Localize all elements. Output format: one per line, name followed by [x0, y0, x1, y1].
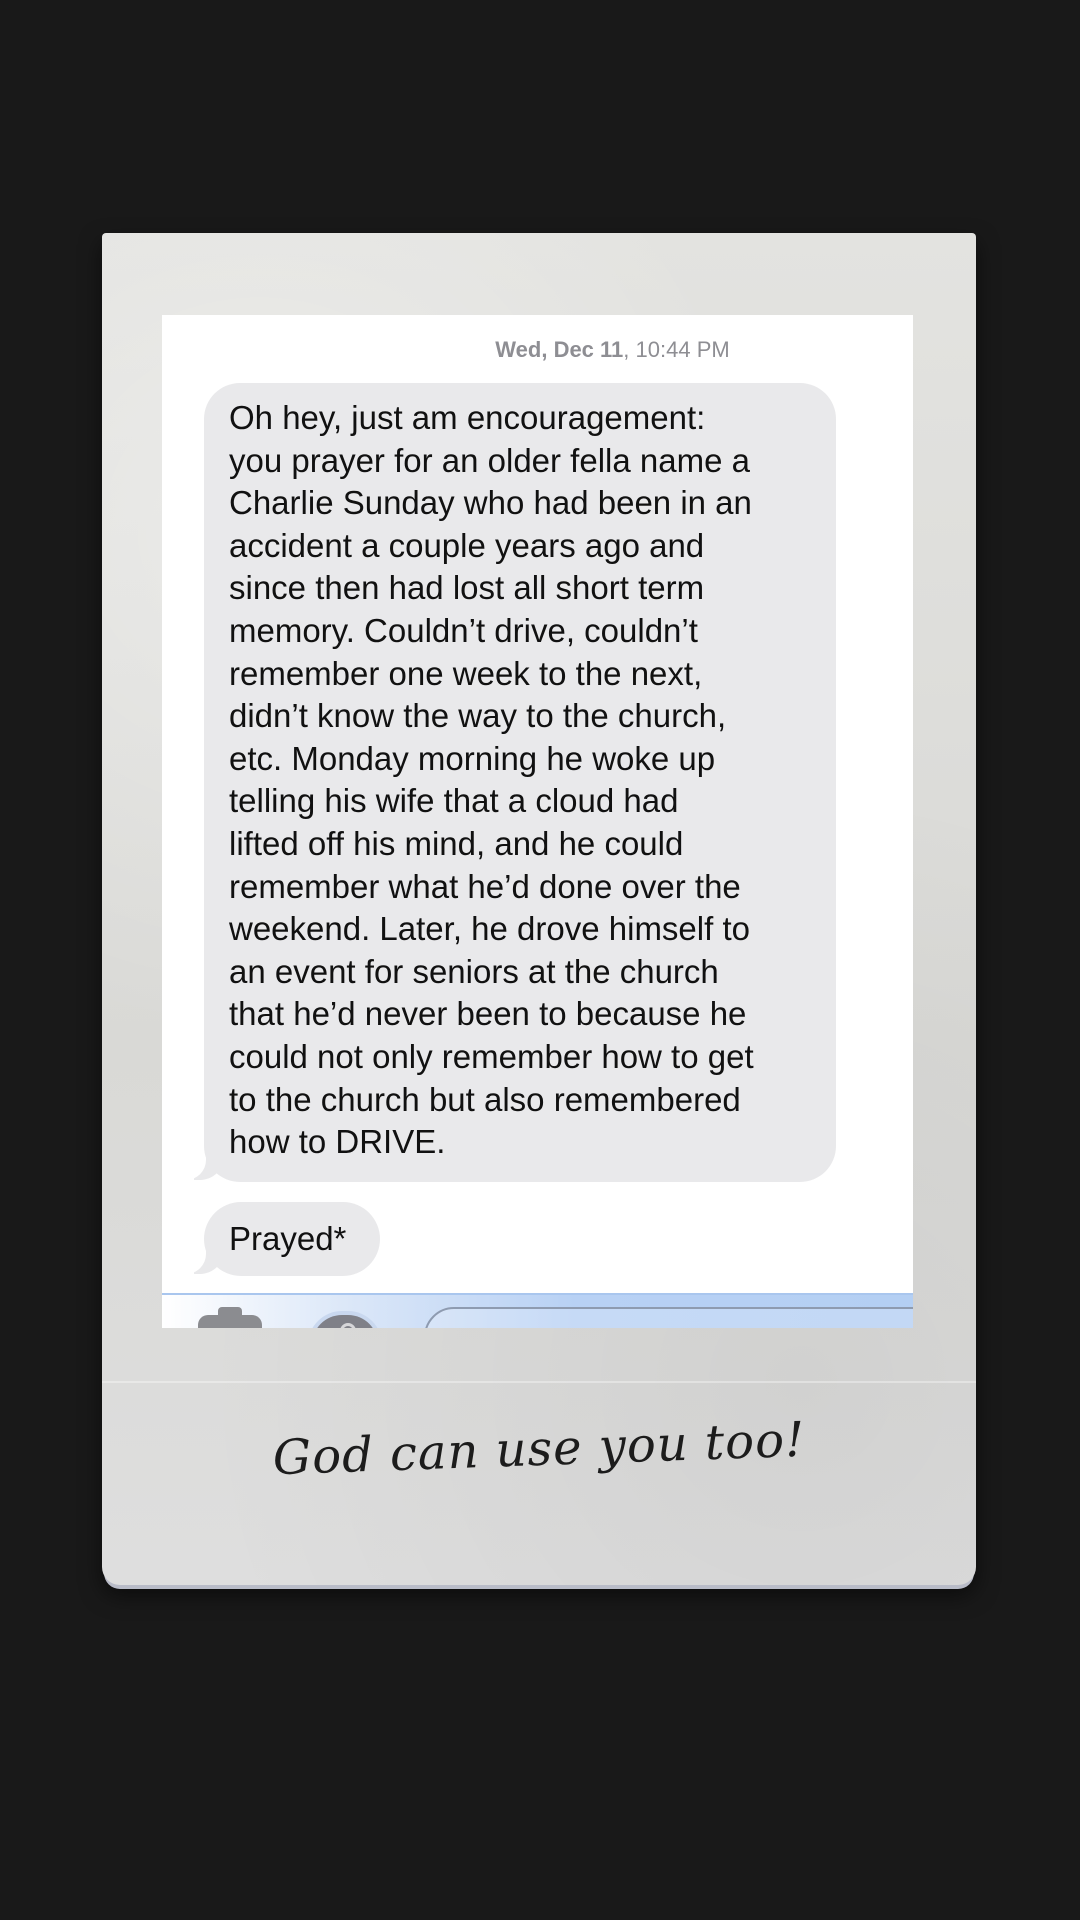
camera-icon[interactable]	[198, 1315, 262, 1328]
appstore-icon[interactable]	[312, 1315, 378, 1328]
frame-divider	[102, 1381, 976, 1383]
incoming-message-bubble[interactable]	[204, 1202, 380, 1276]
timestamp-separator: ,	[623, 337, 630, 362]
timestamp-time: 10:44 PM	[629, 337, 730, 362]
message-text: Prayed*	[229, 1220, 347, 1257]
message-text: Oh hey, just am encouragement: you prayer for an older fella name a Charlie Sunday who had been in an accident a couple years ago and since then had lost all short term memory. Couldn’t drive, couldn’t remember one week to the next, didn’t know the way to the church, etc. Monday morning he woke up telling his wife that a cloud had lifted off his mind, and he could remember what he’d done over the weekend. Later, he drove himself to an event for seniors at the church that he’d never been to because he could not only remember how to get to the church but also remembered how to DRIVE.	[229, 399, 754, 1161]
incoming-message-bubble[interactable]	[204, 383, 836, 1182]
handwritten-caption: God can use you too!	[271, 1411, 807, 1487]
message-screenshot	[162, 315, 913, 1328]
polaroid-frame	[102, 233, 976, 1585]
timestamp-day: Wed, Dec 11	[495, 337, 624, 362]
message-input-bar	[162, 1293, 913, 1328]
message-input[interactable]	[424, 1307, 913, 1328]
message-timestamp	[162, 337, 913, 363]
